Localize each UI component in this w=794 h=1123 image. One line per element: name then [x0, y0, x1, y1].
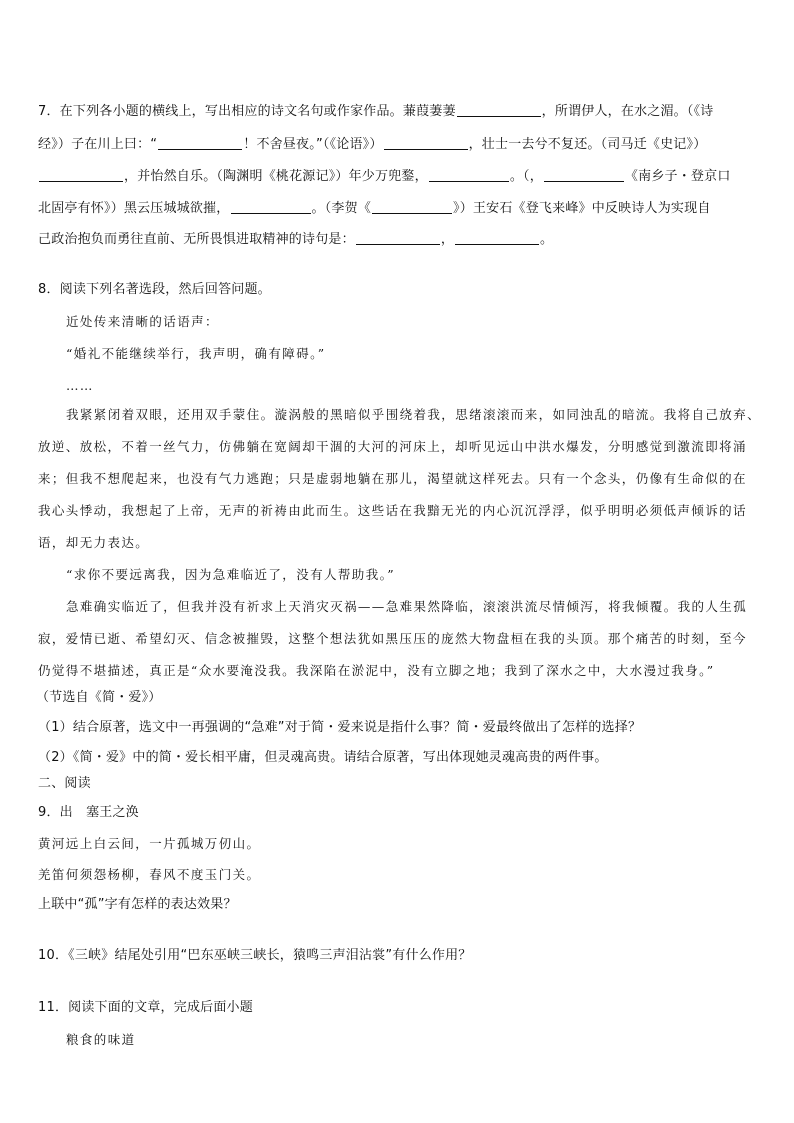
q8-source: （节选自《简・爱》）	[36, 690, 162, 705]
answer-blank[interactable]	[384, 136, 468, 150]
q8-para-3: ……	[66, 378, 94, 393]
q11-heading: 11．阅读下面的文章，完成后面小题	[38, 1000, 253, 1015]
answer-blank[interactable]	[231, 200, 311, 214]
q11-article-title: 粮食的味道	[66, 1032, 136, 1047]
answer-blank[interactable]	[457, 103, 541, 117]
q8-para-4-line: 我心头悸动，我想起了上帝，无声的祈祷由此而生。这些话在我黯无光的内心沉沉浮浮，似乎明明必须低声倾诉的话	[38, 503, 747, 518]
q8-sub-question-2: （2）《简・爱》中的简・爱长相平庸，但灵魂高贵。请结合原著，写出体现她灵魂高贵的两件事。	[38, 750, 608, 765]
q10-question: 10．《三峡》结尾处引用“巴东巫峡三峡长，猿鸣三声泪沾裳”有什么作用？	[38, 948, 472, 963]
section-heading: 二、阅读	[38, 776, 91, 791]
q9-poem-line-1: 黄河远上白云间，一片孤城万仞山。	[38, 836, 261, 851]
q8-sub-question-1: （1）结合原著，选文中一再强调的“急难”对于简・爱来说是指什么事？简・爱最终做出了怎样的选择？	[38, 720, 642, 735]
q8-para-4-line: 来；但我不想爬起来，也没有气力逃跑；只是虚弱地躺在那儿，渴望就这样死去。只有一个念头，仍像有生命似的在	[38, 471, 747, 486]
q7-line-2: 经》）子在川上曰：“ ！不舍昼夜。”（《论语》） ，壮士一去兮不复还。（司马迁《史记》）	[38, 137, 707, 152]
answer-blank[interactable]	[356, 231, 440, 245]
answer-blank[interactable]	[372, 200, 452, 214]
q7-line-5: 己政治抱负而勇往直前、无所畏惧进取精神的诗句是： ， 。	[38, 232, 554, 247]
q8-para-5: “求你不要远离我，因为急难临近了，没有人帮助我。”	[66, 567, 396, 582]
answer-blank[interactable]	[455, 231, 539, 245]
q8-para-4-line: 放逆、放松，不着一丝气力，仿佛躺在宽阔却干涸的大河的河床上，却听见远山中洪水爆发，分明感觉到激流即将涌	[38, 439, 747, 454]
q8-heading: 8．阅读下列名著选段，然后回答问题。	[38, 282, 271, 297]
q9-question: 上联中“孤”字有怎样的表达效果？	[38, 897, 237, 912]
q7-line-3: ，并怡然自乐。（陶渊明《桃花源记》）年少万兜鍪， 。（， 《南乡子・登京口	[38, 168, 758, 185]
answer-blank[interactable]	[429, 168, 509, 182]
q8-para-6-line: 仍觉得不堪描述，真正是“众水要淹没我。我深陷在淤泥中，没有立脚之地；我到了深水之中，大水漫过我身。”	[38, 663, 715, 678]
q8-para-4-line: 我紧紧闭着双眼，还用双手蒙住。漩涡般的黑暗似乎围绕着我，思绪滚滚而来，如同浊乱的暗流。我将自己放弃、	[66, 407, 762, 422]
q9-poem-line-2: 羌笛何须怨杨柳，春风不度玉门关。	[38, 867, 261, 882]
q7-line-1: 7．在下列各小题的横线上，写出相应的诗文名句或作家作品。蒹葭萋萋 ，所谓伊人，在水之湄。（《诗	[38, 104, 714, 119]
q9-heading: 9．出 塞王之涣	[38, 805, 139, 820]
q7-line-4: 北固亭有怀》）黑云压城城欲摧， 。（李贺《 》）王安石《登飞来峰》中反映诗人为实现自	[38, 201, 711, 216]
answer-blank[interactable]	[158, 136, 242, 150]
q8-para-4-line: 语，却无力表达。	[38, 535, 150, 550]
q8-para-6-line: 寂，爱情已逝、希望幻灭、信念被摧毁，这整个想法犹如黑压压的庞然大物盘桓在我的头顶。那个痛苦的时刻，至今	[38, 631, 747, 646]
q8-para-6-line: 急难确实临近了，但我并没有祈求上天消灾灭祸——急难果然降临，滚滚洪流尽情倾泻，将我倾覆。我的人生孤	[66, 599, 748, 614]
q8-para-2: “婚礼不能继续举行，我声明，确有障碍。”	[66, 346, 326, 361]
answer-blank[interactable]	[39, 168, 123, 182]
answer-blank[interactable]	[544, 168, 624, 182]
q8-para-1: 近处传来清晰的话语声：	[66, 314, 219, 329]
